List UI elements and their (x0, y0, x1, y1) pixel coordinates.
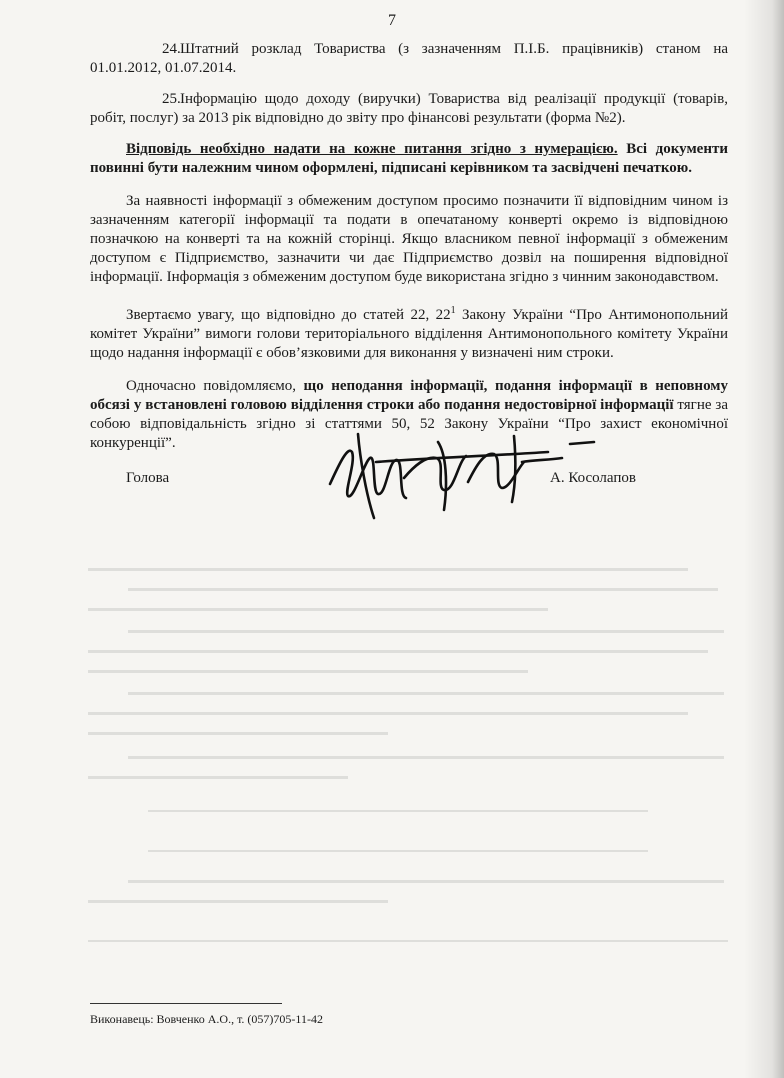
response-notice (90, 140, 728, 178)
warning-bold: що неподання інформації, подання інформації в неповному обсязі у встановлені головою відділення строки або подання недостовірної інформації (90, 378, 728, 413)
page-number: 7 (388, 12, 396, 29)
article-superscript: 1 (450, 305, 456, 316)
item-number: 24. (162, 41, 181, 57)
attention-paragraph (90, 301, 728, 363)
item-text: Штатний розклад Товариства (з зазначенням П.І.Б. працівників) станом на 01.01.2012, 01.07.2014. (90, 41, 728, 76)
restricted-info-paragraph: За наявності інформації з обмеженим доступом просимо позначити її відповідним чином із зазначенням категорії інформації та подати в опечатаному конверті окремо із відповідною позначкою на конверті та на кожній сторінці. Якщо власником певної інформації з обмеженим доступом є Підприємство, зазначити чи дає Підприємство дозвіл на поширення відповідної інформації. Інформація з обмеженим доступом буде використана згідно з чинним законодавством. (90, 193, 728, 285)
warning-lead: Одночасно повідомляємо, (126, 378, 304, 394)
response-notice-underlined: Відповідь необхідно надати на кожне питання згідно з нумерацією. (126, 141, 618, 157)
attention-text-start: Звертаємо увагу, що відповідно до статей 22, 22 (126, 307, 451, 323)
list-item-24 (90, 40, 728, 78)
signatory-name: А. Косолапов (550, 470, 636, 486)
signatory-title: Голова (126, 470, 170, 486)
response-notice-rest: Всі документи повинні бути належним чином оформлені, підписані керівником та засвідчені печаткою. (90, 141, 728, 176)
item-text: Інформацію щодо доходу (виручки) Товариства від реалізації продукції (товарів, робіт, послуг) за 2013 рік відповідно до звіту про фінансові результати (форма №2). (90, 91, 728, 126)
list-item-25 (90, 90, 728, 128)
footnote-divider (90, 1003, 282, 1004)
signature-block (90, 462, 728, 522)
document-body (90, 40, 728, 467)
attention-text-end: Закону України “Про Антимонопольний комітет України” вимоги голови територіального відділення Антимонопольного комітету України щодо надання інформації є обов’язковими для виконання у визначені ним строки. (90, 307, 728, 361)
warning-tail: тягне за собою відповідальність згідно зі статтями 50, 52 Закону України “Про захист економічної конкуренції”. (90, 397, 728, 451)
executor-info: Виконавець: Вовченко А.О., т. (057)705-11-42 (90, 1012, 323, 1026)
item-number: 25. (162, 91, 181, 107)
show-through-background (88, 560, 728, 970)
